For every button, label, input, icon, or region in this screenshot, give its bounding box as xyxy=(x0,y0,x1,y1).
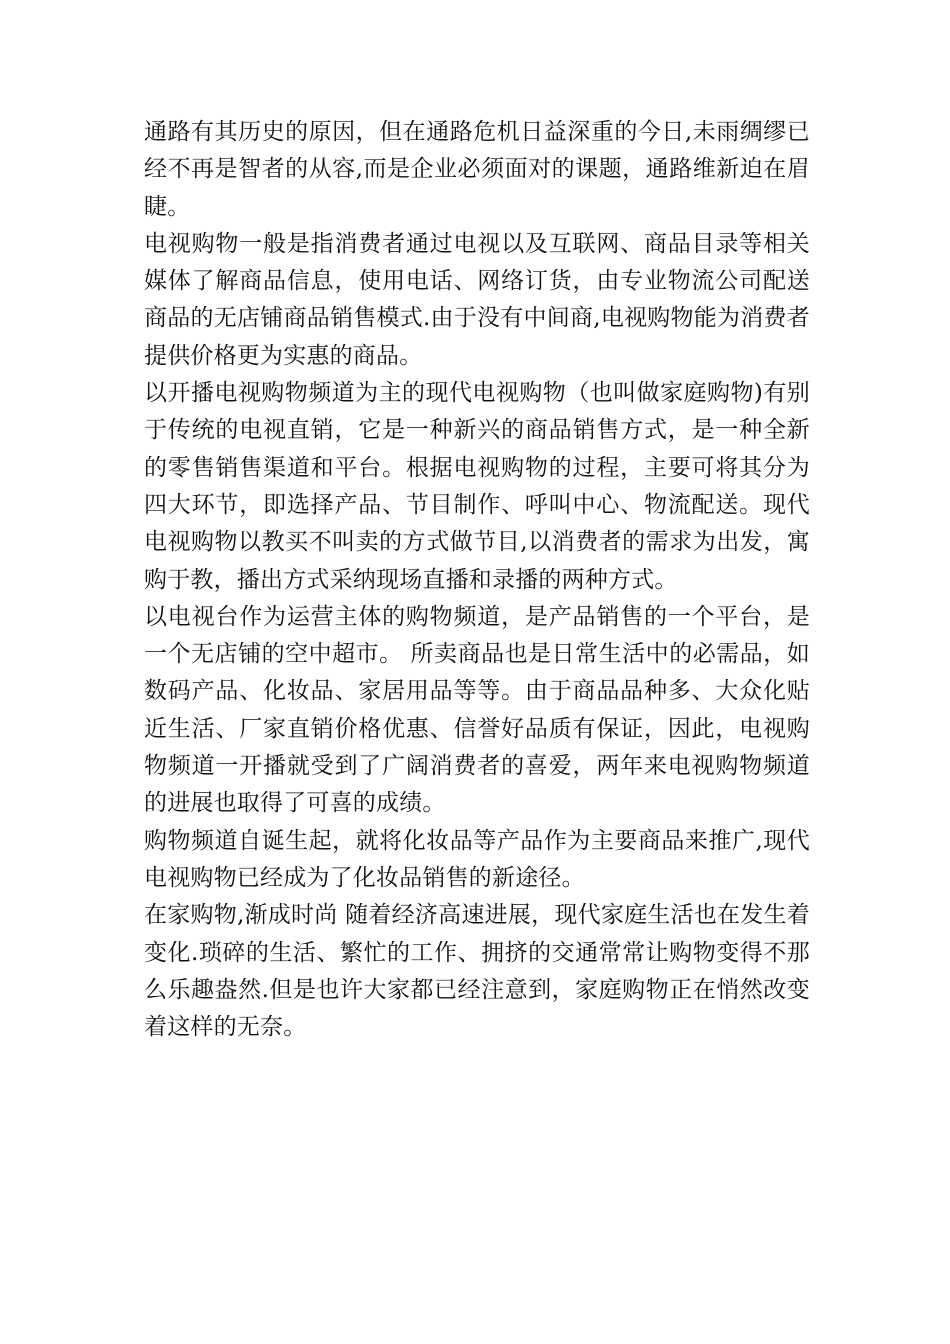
paragraph-2: 电视购物一般是指消费者通过电视以及互联网、商品目录等相关媒体了解商品信息，使用电话、网络订货，由专业物流公司配送商品的无店铺商品销售模式.由于没有中间商,电视购物能为消费者提供价格更为实惠的商品。 xyxy=(144,230,810,369)
paragraph-6: 在家购物,渐成时尚 随着经济高速进展，现代家庭生活也在发生着变化.琐碎的生活、繁忙的工作、拥挤的交通常常让购物变得不那么乐趣盎然.但是也许大家都已经注意到，家庭购物正在悄然改变着这样的无奈。 xyxy=(144,902,810,1041)
document-body xyxy=(144,114,810,1046)
paragraph-1: 通路有其历史的原因，但在通路危机日益深重的今日,未雨绸缪已经不再是智者的从容,而是企业必须面对的课题，通路维新迫在眉睫。 xyxy=(144,119,810,220)
paragraph-5: 购物频道自诞生起，就将化妆品等产品作为主要商品来推广,现代电视购物已经成为了化妆品销售的新途径。 xyxy=(144,827,810,891)
paragraph-3: 以开播电视购物频道为主的现代电视购物（也叫做家庭购物)有别于传统的电视直销，它是一种新兴的商品销售方式，是一种全新的零售销售渠道和平台。根据电视购物的过程，主要可将其分为四大环节，即选择产品、节目制作、呼叫中心、物流配送。现代电视购物以教买不叫卖的方式做节目,以消费者的需求为出发，寓购于教，播出方式采纳现场直播和录播的两种方式。 xyxy=(144,380,810,593)
paragraph-4: 以电视台作为运营主体的购物频道，是产品销售的一个平台，是一个无店铺的空中超市。 所卖商品也是日常生活中的必需品，如数码产品、化妆品、家居用品等等。由于商品品种多、大众化贴近生活、厂家直销价格优惠、信誉好品质有保证，因此，电视购物频道一开播就受到了广阔消费者的喜爱，两年来电视购物频道的进展也取得了可喜的成绩。 xyxy=(144,603,810,817)
